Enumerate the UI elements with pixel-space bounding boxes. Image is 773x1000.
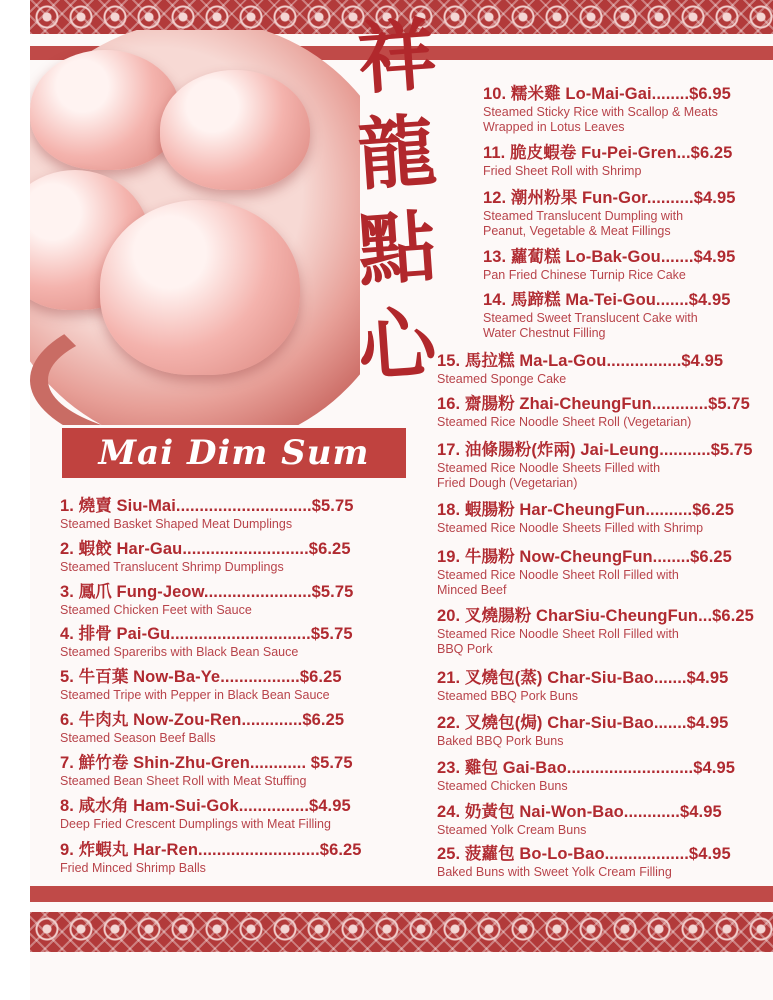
menu-item-name: 20. 叉燒腸粉 CharSiu-CheungFun...$6.25: [437, 607, 754, 625]
menu-item-name: 5. 牛百葉 Now-Ba-Ye.................$6.25: [60, 668, 342, 686]
menu-item: [437, 664, 755, 704]
menu-item: [437, 496, 755, 536]
menu-item-name: 8. 咸水角 Ham-Sui-Gok...............$4.95: [60, 797, 351, 815]
description-line: Pan Fried Chinese Turnip Rice Cake: [483, 268, 686, 282]
description-line: Steamed Rice Noodle Sheet Roll Filled with: [437, 568, 679, 582]
menu-item-description: [60, 817, 380, 832]
menu-item: [437, 347, 755, 387]
description-line: Steamed BBQ Pork Buns: [437, 689, 579, 703]
menu-item: [483, 184, 758, 239]
menu-item-description: [60, 517, 380, 532]
description-line: Steamed Chicken Buns: [437, 779, 568, 793]
menu-item-description: [437, 415, 755, 430]
calligraphy-char: 點: [354, 201, 440, 298]
menu-item-name: 23. 雞包 Gai-Bao...........................$4.95: [437, 759, 736, 777]
menu-item-name: 18. 蝦腸粉 Har-CheungFun..........$6.25: [437, 501, 734, 519]
menu-item: [60, 836, 380, 876]
menu-item-name: 7. 鮮竹卷 Shin-Zhu-Gren............ $5.75: [60, 754, 353, 772]
description-line: Peanut, Vegetable & Meat Fillings: [483, 224, 671, 238]
dim-sum-photo: [30, 30, 360, 425]
dumpling-image: [160, 70, 310, 190]
menu-item-description: [437, 461, 755, 491]
menu-item: [437, 754, 755, 794]
description-line: Steamed Rice Noodle Sheets Filled with: [437, 461, 661, 475]
menu-item: [483, 243, 758, 283]
section-title: Mai Dim Sum: [98, 433, 370, 473]
description-line: Steamed Bean Sheet Roll with Meat Stuffing: [60, 774, 307, 788]
description-line: Steamed Translucent Dumpling with: [483, 209, 684, 223]
menu-item-description: [437, 372, 755, 387]
description-line: Steamed Tripe with Pepper in Black Bean Sauce: [60, 688, 330, 702]
menu-item: [60, 535, 380, 575]
menu-item: [60, 792, 380, 832]
menu-item-description: [483, 209, 758, 239]
menu-item: [483, 139, 758, 179]
menu-item-description: [60, 731, 380, 746]
description-line: Baked Buns with Sweet Yolk Cream Filling: [437, 865, 672, 879]
menu-item-name: 11. 脆皮蝦卷 Fu-Pei-Gren...$6.25: [483, 144, 733, 162]
description-line: Steamed Sweet Translucent Cake with: [483, 311, 698, 325]
menu-item: [483, 286, 758, 341]
page-edge: [0, 0, 31, 1000]
menu-item-name: 9. 炸蝦丸 Har-Ren..........................$6.25: [60, 841, 362, 859]
description-line: BBQ Pork: [437, 642, 493, 656]
menu-item: [60, 620, 380, 660]
description-line: Steamed Sponge Cake: [437, 372, 567, 386]
menu-item-description: [437, 627, 755, 657]
description-line: Steamed Season Beef Balls: [60, 731, 216, 745]
menu-item-description: [437, 823, 755, 838]
menu-item-name: 22. 叉燒包(焗) Char-Siu-Bao.......$4.95: [437, 714, 729, 732]
menu-item: [437, 709, 755, 749]
menu-item-name: 15. 馬拉糕 Ma-La-Gou................$4.95: [437, 352, 724, 370]
menu-item-description: [60, 688, 380, 703]
description-line: Wrapped in Lotus Leaves: [483, 120, 625, 134]
menu-item-description: [437, 865, 755, 880]
menu-item-name: 6. 牛肉丸 Now-Zou-Ren.............$6.25: [60, 711, 345, 729]
description-line: Fried Sheet Roll with Shrimp: [483, 164, 642, 178]
menu-item-name: 13. 蘿蔔糕 Lo-Bak-Gou.......$4.95: [483, 248, 736, 266]
description-line: Steamed Basket Shaped Meat Dumplings: [60, 517, 293, 531]
menu-item: [437, 436, 755, 491]
menu-item: [437, 798, 755, 838]
menu-item-name: 25. 菠蘿包 Bo-Lo-Bao..................$4.95: [437, 845, 731, 863]
menu-item: [437, 543, 755, 598]
menu-item-description: [437, 689, 755, 704]
description-line: Baked BBQ Pork Buns: [437, 734, 564, 748]
dumpling-image: [30, 50, 180, 170]
description-line: Steamed Chicken Feet with Sauce: [60, 603, 252, 617]
menu-item-name: 16. 齋腸粉 Zhai-CheungFun............$5.75: [437, 395, 750, 413]
calligraphy-char: 心: [354, 297, 440, 394]
menu-item: [483, 80, 758, 135]
menu-item-name: 17. 油條腸粉(炸兩) Jai-Leung...........$5.75: [437, 441, 753, 459]
menu-item-name: 12. 潮州粉果 Fun-Gor..........$4.95: [483, 189, 736, 207]
calligraphy-char: 祥: [354, 9, 440, 106]
menu-item-name: 2. 蝦餃 Har-Gau...........................$6.25: [60, 540, 351, 558]
description-line: Steamed Translucent Shrimp Dumplings: [60, 560, 284, 574]
description-line: Fried Dough (Vegetarian): [437, 476, 578, 490]
menu-item-name: 4. 排骨 Pai-Gu..............................$5.75: [60, 625, 353, 643]
description-line: Deep Fried Crescent Dumplings with Meat Filling: [60, 817, 331, 831]
description-line: Steamed Sticky Rice with Scallop & Meats: [483, 105, 718, 119]
menu-item: [60, 663, 380, 703]
description-line: Water Chestnut Filling: [483, 326, 606, 340]
description-line: Steamed Rice Noodle Sheets Filled with Shrimp: [437, 521, 704, 535]
menu-item-description: [60, 774, 380, 789]
menu-item-description: [60, 603, 380, 618]
menu-item-name: 24. 奶黃包 Nai-Won-Bao............$4.95: [437, 803, 722, 821]
description-line: Steamed Yolk Cream Buns: [437, 823, 587, 837]
menu-item: [60, 749, 380, 789]
page-bottom-margin: [30, 952, 773, 1000]
menu-item-description: [437, 779, 755, 794]
menu-item-name: 10. 糯米雞 Lo-Mai-Gai........$6.95: [483, 85, 731, 103]
menu-item: [437, 602, 755, 657]
description-line: Minced Beef: [437, 583, 507, 597]
menu-item-description: [483, 164, 758, 179]
menu-item-description: [483, 311, 758, 341]
menu-item-name: 1. 燒賣 Siu-Mai.............................$5.75: [60, 497, 354, 515]
description-line: Steamed Rice Noodle Sheet Roll Filled with: [437, 627, 679, 641]
red-stripe-bottom: [30, 886, 773, 902]
menu-item-name: 14. 馬蹄糕 Ma-Tei-Gou.......$4.95: [483, 291, 731, 309]
section-title-banner: [62, 428, 406, 478]
menu-item-description: [483, 105, 758, 135]
menu-item-name: 19. 牛腸粉 Now-CheungFun........$6.25: [437, 548, 732, 566]
menu-item-description: [60, 560, 380, 575]
menu-item: [437, 840, 755, 880]
menu-item: [437, 390, 755, 430]
calligraphy-char: 龍: [354, 105, 440, 202]
menu-item-description: [60, 645, 380, 660]
chinese-calligraphy-title: [342, 10, 452, 394]
menu-item: [60, 706, 380, 746]
menu-item-description: [483, 268, 758, 283]
menu-item-name: 3. 鳳爪 Fung-Jeow.......................$5.75: [60, 583, 354, 601]
description-line: Steamed Spareribs with Black Bean Sauce: [60, 645, 299, 659]
decorative-pattern-bottom: [30, 912, 773, 952]
menu-item-description: [437, 568, 755, 598]
menu-item-description: [437, 521, 755, 536]
description-line: Steamed Rice Noodle Sheet Roll (Vegetarian): [437, 415, 692, 429]
menu-item: [60, 492, 380, 532]
menu-item-description: [60, 861, 380, 876]
description-line: Fried Minced Shrimp Balls: [60, 861, 206, 875]
menu-item: [60, 578, 380, 618]
menu-item-name: 21. 叉燒包(蒸) Char-Siu-Bao.......$4.95: [437, 669, 729, 687]
menu-item-description: [437, 734, 755, 749]
